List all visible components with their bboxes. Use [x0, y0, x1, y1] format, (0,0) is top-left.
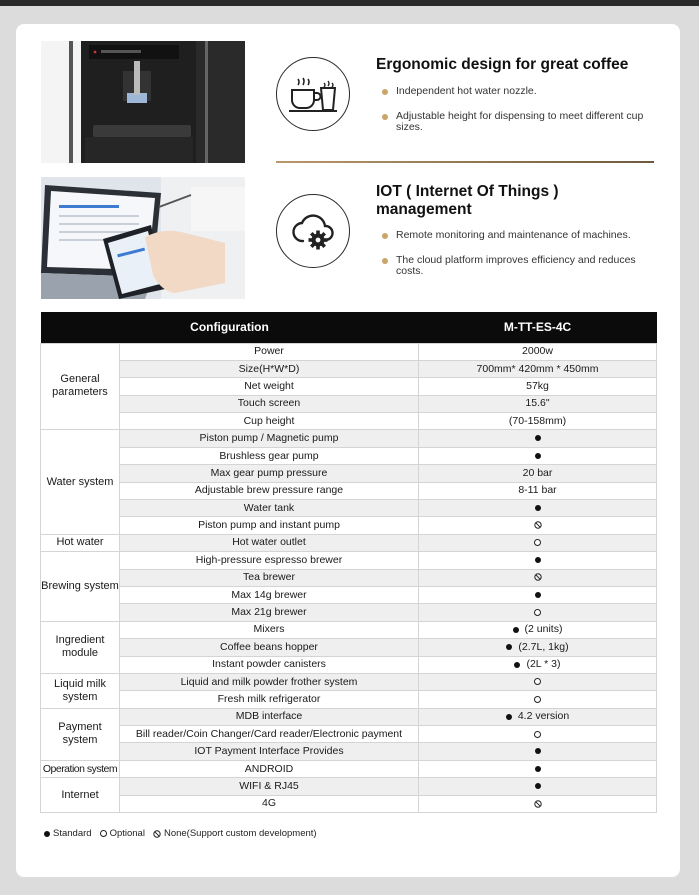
- value-cell: [419, 760, 657, 777]
- feature-cell: 4G: [120, 795, 419, 812]
- legend-item-optional: Optional: [100, 828, 145, 839]
- table-header-row: [41, 312, 657, 343]
- table-row: [41, 621, 657, 638]
- feature-cell: High-pressure espresso brewer: [120, 552, 419, 569]
- bullet-item: Remote monitoring and maintenance of machines.: [382, 230, 652, 242]
- optional-circle-icon: [534, 731, 541, 738]
- feature-cell: Max 21g brewer: [120, 604, 419, 621]
- table-row: [41, 552, 657, 569]
- feature-cell: Net weight: [120, 378, 419, 395]
- category-cell: Liquid milk system: [41, 673, 120, 708]
- value-cell: [419, 621, 657, 638]
- table-row: [41, 639, 657, 656]
- category-cell: Brewing system: [41, 552, 120, 622]
- value-cell: [419, 482, 657, 499]
- value-text: 57kg: [526, 379, 549, 392]
- table-row: [41, 691, 657, 708]
- standard-dot-icon: [535, 557, 541, 563]
- spec-table-body: [41, 343, 657, 813]
- value-cell: [419, 343, 657, 360]
- value-cell: [419, 795, 657, 812]
- product-sheet: [16, 24, 680, 877]
- optional-circle-icon: [534, 539, 541, 546]
- table-row: [41, 430, 657, 447]
- feature-bullets: [382, 230, 652, 291]
- feature-cell: Max gear pump pressure: [120, 465, 419, 482]
- optional-circle-icon: [534, 678, 541, 685]
- value-text: (2 units): [524, 623, 563, 636]
- value-cell: [419, 395, 657, 412]
- feature-cell: Brushless gear pump: [120, 447, 419, 464]
- none-circle-slash-icon: [153, 830, 161, 838]
- feature-cell: WIFI & RJ45: [120, 778, 419, 795]
- feature-cell: Mixers: [120, 621, 419, 638]
- standard-dot-icon: [535, 505, 541, 511]
- value-cell: [419, 569, 657, 586]
- bullet-dot-icon: [382, 233, 388, 239]
- value-cell: [419, 500, 657, 517]
- optional-circle-icon: [534, 696, 541, 703]
- feature-cell: Liquid and milk powder frother system: [120, 673, 419, 690]
- standard-dot-icon: [535, 435, 541, 441]
- coffee-machine-photo: [41, 41, 245, 163]
- table-row: [41, 726, 657, 743]
- value-cell: [419, 447, 657, 464]
- feature-cell: MDB interface: [120, 708, 419, 725]
- feature-cell: Instant powder canisters: [120, 656, 419, 673]
- feature-cell: IOT Payment Interface Provides: [120, 743, 419, 760]
- table-row: [41, 760, 657, 777]
- value-cell: [419, 656, 657, 673]
- table-row: [41, 586, 657, 603]
- header-model: M-TT-ES-4C: [419, 312, 657, 343]
- table-row: [41, 517, 657, 534]
- value-cell: [419, 378, 657, 395]
- none-circle-slash-icon: [534, 800, 542, 808]
- feature-cell: Hot water outlet: [120, 534, 419, 551]
- value-text: 2000w: [522, 345, 553, 358]
- optional-circle-icon: [100, 830, 107, 837]
- standard-dot-icon: [513, 627, 519, 633]
- header-configuration: Configuration: [41, 312, 419, 343]
- value-cell: [419, 604, 657, 621]
- table-row: [41, 795, 657, 812]
- standard-dot-icon: [535, 783, 541, 789]
- value-cell: [419, 743, 657, 760]
- standard-dot-icon: [535, 766, 541, 772]
- feature-title: IOT ( Internet Of Things ) management: [376, 183, 559, 218]
- feature-title: Ergonomic design for great coffee: [376, 56, 629, 73]
- bullet-dot-icon: [382, 89, 388, 95]
- feature-bullets: [382, 86, 652, 147]
- none-circle-slash-icon: [534, 521, 542, 529]
- category-cell: Hot water: [41, 534, 120, 551]
- feature-cell: Fresh milk refrigerator: [120, 691, 419, 708]
- table-row: [41, 778, 657, 795]
- feature-cell: Power: [120, 343, 419, 360]
- category-cell: Payment system: [41, 708, 120, 760]
- value-text: 20 bar: [522, 466, 553, 479]
- table-row: [41, 673, 657, 690]
- category-cell: General parameters: [41, 343, 120, 430]
- feature-cell: ANDROID: [120, 760, 419, 777]
- value-cell: [419, 360, 657, 377]
- coffee-cups-icon: [276, 57, 350, 131]
- value-cell: [419, 726, 657, 743]
- category-cell: Water system: [41, 430, 120, 534]
- category-cell: Operation system: [41, 760, 120, 777]
- table-row: [41, 395, 657, 412]
- table-row: [41, 534, 657, 551]
- feature-cell: Tea brewer: [120, 569, 419, 586]
- feature-cell: Water tank: [120, 500, 419, 517]
- standard-dot-icon: [535, 592, 541, 598]
- bullet-dot-icon: [382, 258, 388, 264]
- bullet-item: The cloud platform improves efficiency and reduces costs.: [382, 255, 652, 278]
- category-cell: Internet: [41, 778, 120, 813]
- value-text: 4.2 version: [517, 710, 570, 723]
- table-row: [41, 569, 657, 586]
- value-cell: [419, 413, 657, 430]
- table-row: [41, 656, 657, 673]
- value-cell: [419, 778, 657, 795]
- value-cell: [419, 708, 657, 725]
- none-circle-slash-icon: [534, 573, 542, 581]
- optional-circle-icon: [534, 609, 541, 616]
- feature-cell: Bill reader/Coin Changer/Card reader/Electronic payment: [120, 726, 419, 743]
- standard-dot-icon: [506, 714, 512, 720]
- table-row: [41, 465, 657, 482]
- value-text: 15.6": [525, 397, 550, 410]
- legend-item-none: None(Support custom development): [153, 828, 317, 839]
- table-row: [41, 343, 657, 360]
- laptop-tablet-photo: [41, 177, 245, 299]
- standard-dot-icon: [514, 662, 520, 668]
- value-cell: [419, 552, 657, 569]
- table-row: [41, 378, 657, 395]
- feature-cell: Piston pump / Magnetic pump: [120, 430, 419, 447]
- table-row: [41, 447, 657, 464]
- standard-dot-icon: [44, 831, 50, 837]
- standard-dot-icon: [535, 748, 541, 754]
- bullet-item: Independent hot water nozzle.: [382, 86, 652, 98]
- value-cell: [419, 586, 657, 603]
- top-bar: [0, 0, 699, 6]
- table-row: [41, 604, 657, 621]
- feature-cell: Piston pump and instant pump: [120, 517, 419, 534]
- value-text: (2L * 3): [526, 658, 561, 671]
- value-cell: [419, 430, 657, 447]
- spec-table: [40, 312, 657, 813]
- table-row: [41, 743, 657, 760]
- value-cell: [419, 673, 657, 690]
- standard-dot-icon: [535, 453, 541, 459]
- value-text: 700mm* 420mm * 450mm: [476, 362, 599, 375]
- feature-cell: Touch screen: [120, 395, 419, 412]
- category-cell: Ingredient module: [41, 621, 120, 673]
- standard-dot-icon: [506, 644, 512, 650]
- bullet-dot-icon: [382, 114, 388, 120]
- table-row: [41, 708, 657, 725]
- legend-item-standard: Standard: [44, 828, 92, 839]
- legend: [44, 828, 325, 839]
- feature-cell: Adjustable brew pressure range: [120, 482, 419, 499]
- value-cell: [419, 639, 657, 656]
- section-divider: [276, 161, 654, 163]
- value-text: 8-11 bar: [518, 484, 557, 497]
- value-cell: [419, 517, 657, 534]
- value-cell: [419, 691, 657, 708]
- feature-cell: Size(H*W*D): [120, 360, 419, 377]
- cloud-gear-icon: [276, 194, 350, 268]
- table-row: [41, 360, 657, 377]
- table-row: [41, 482, 657, 499]
- value-text: (2.7L, 1kg): [518, 640, 569, 653]
- feature-cell: Cup height: [120, 413, 419, 430]
- value-cell: [419, 465, 657, 482]
- table-row: [41, 413, 657, 430]
- feature-cell: Max 14g brewer: [120, 586, 419, 603]
- value-text: (70-158mm): [508, 414, 567, 427]
- feature-cell: Coffee beans hopper: [120, 639, 419, 656]
- bullet-item: Adjustable height for dispensing to meet different cup sizes.: [382, 111, 652, 134]
- value-cell: [419, 534, 657, 551]
- table-row: [41, 500, 657, 517]
